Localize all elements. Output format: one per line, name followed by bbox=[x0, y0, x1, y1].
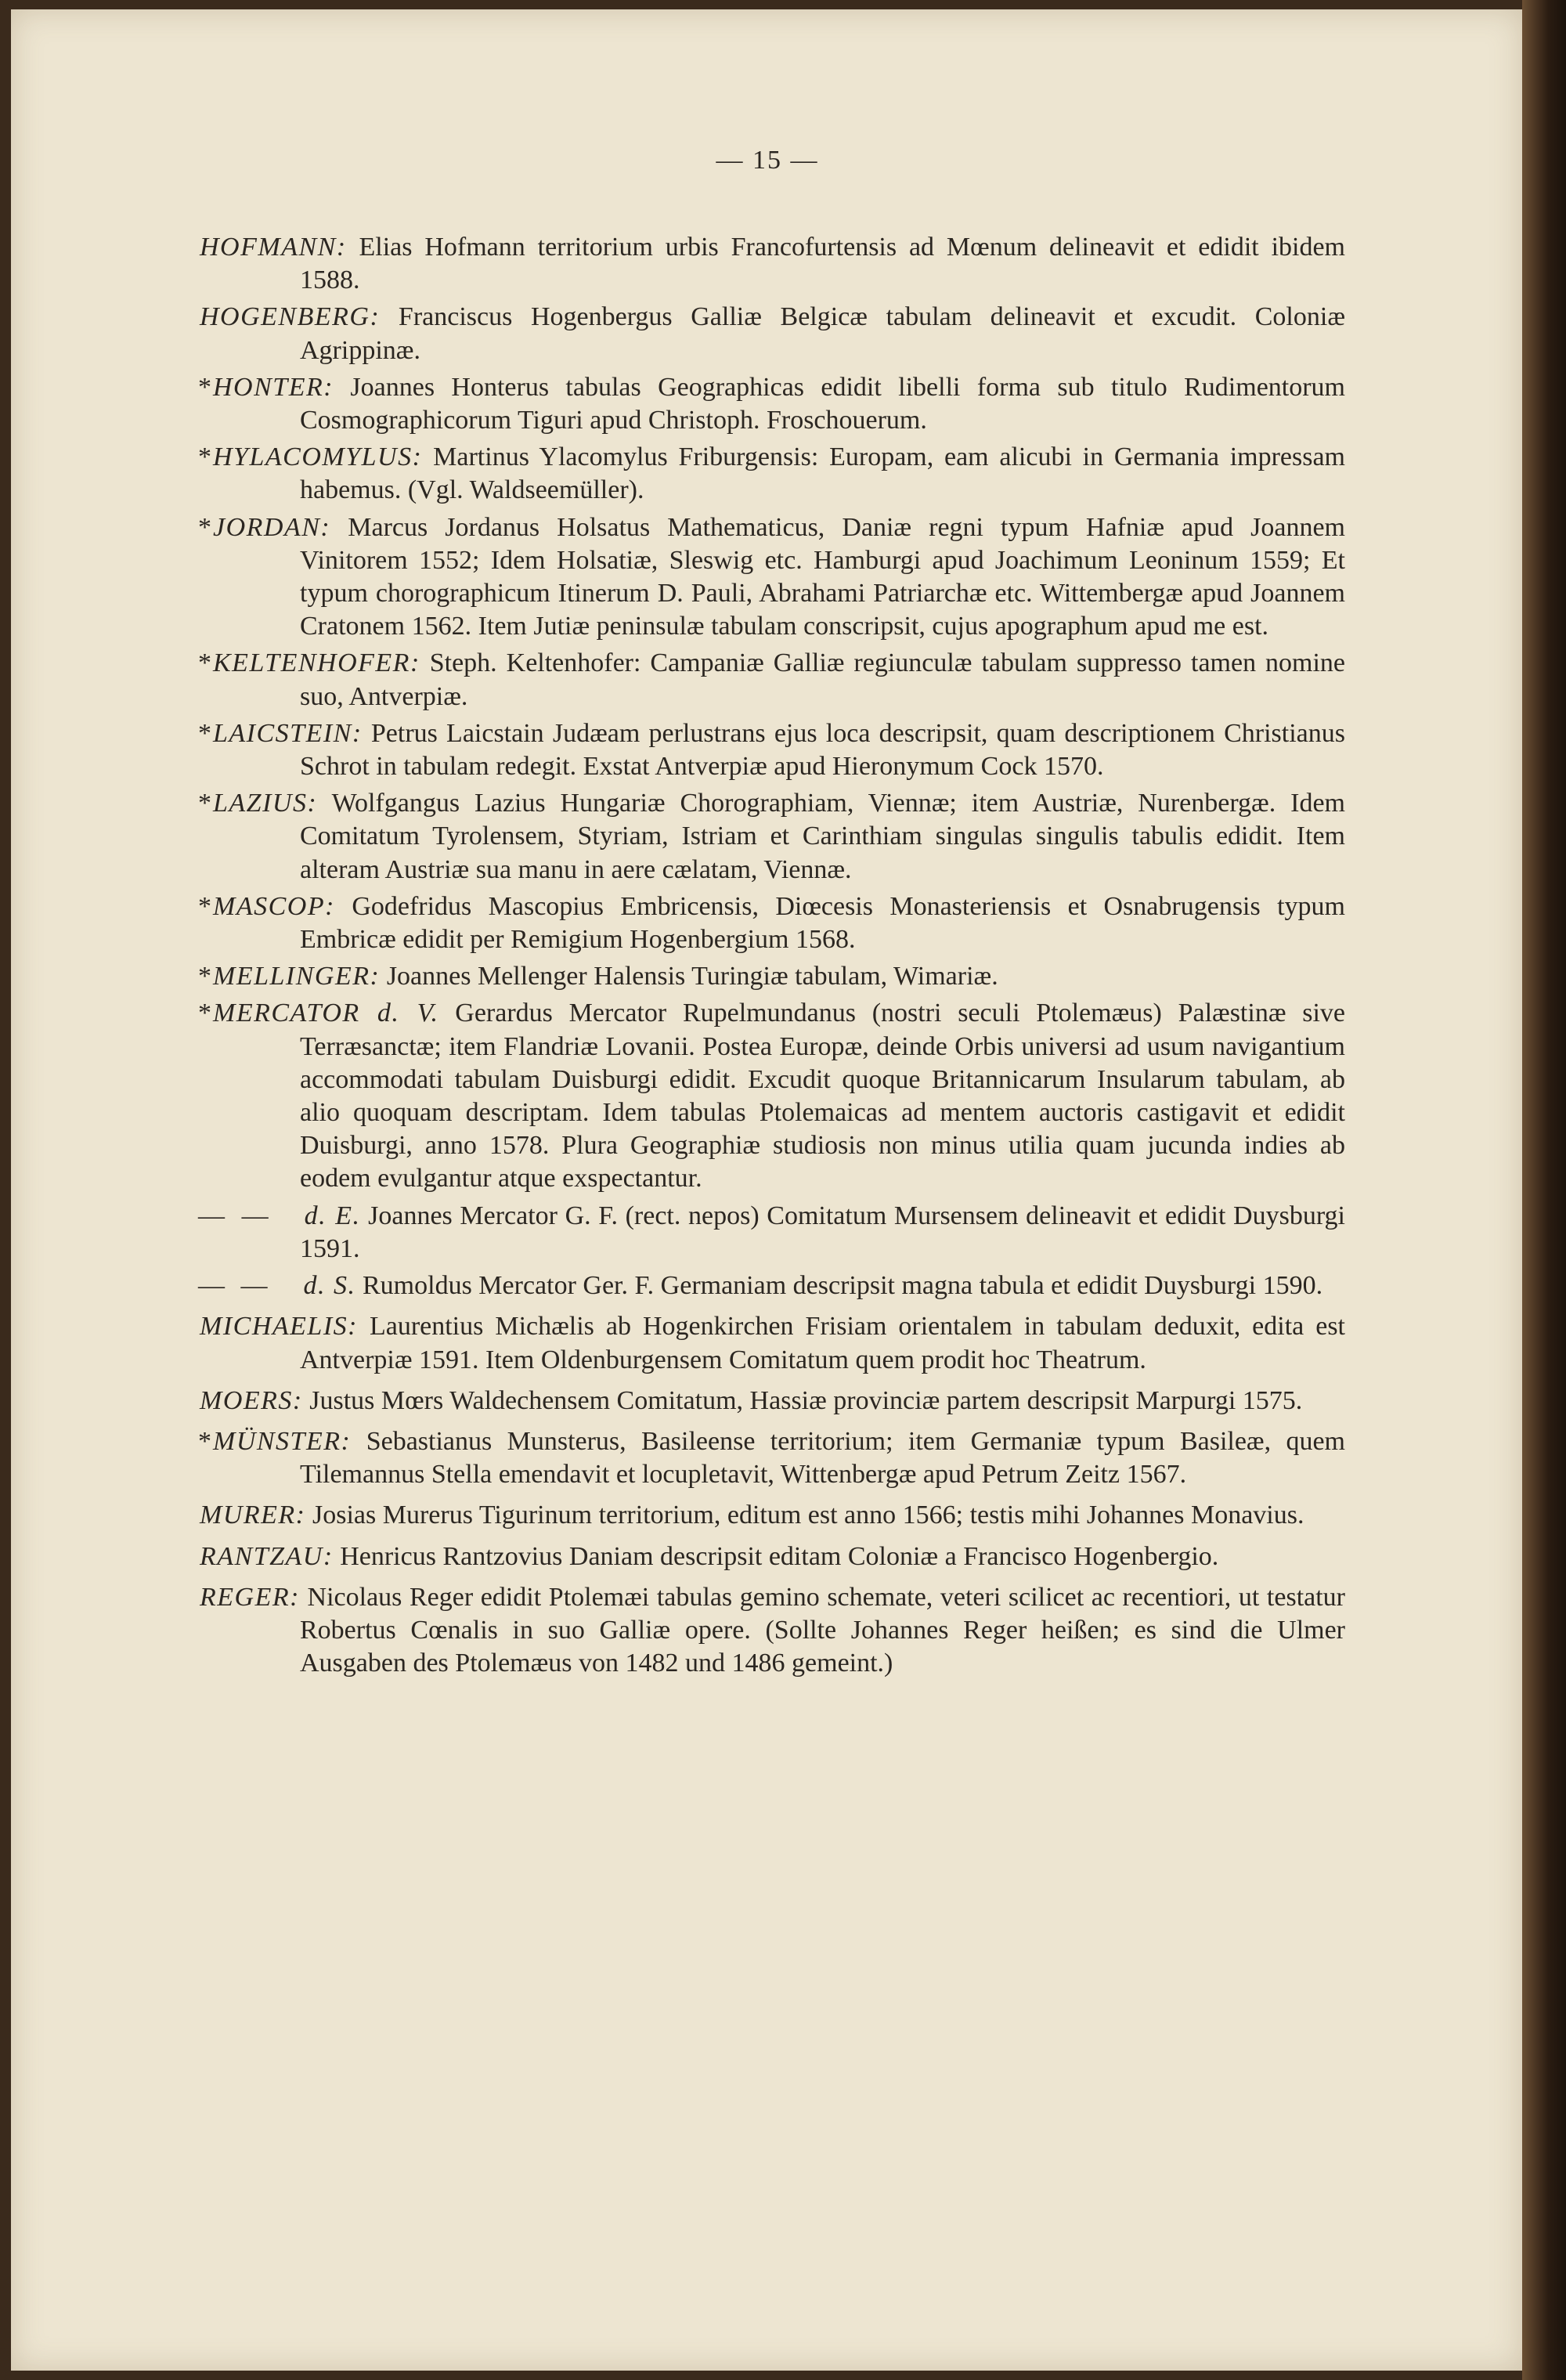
entry-name: REGER: bbox=[200, 1582, 300, 1612]
entry-name: d. S. bbox=[303, 1271, 356, 1301]
entry-hofmann bbox=[198, 231, 1345, 297]
entry-name: MURER: bbox=[200, 1501, 306, 1530]
entry-laicstein bbox=[198, 717, 1345, 783]
entry-mercator-e bbox=[198, 1200, 1345, 1266]
entry-text: Petrus Laicstain Judæam perlustrans ejus loca descripsit, quam descriptionem Christianus Schrot in tabulam redegit. Exstat Antverpiæ apud Hieronymum Cock 1570. bbox=[300, 718, 1346, 782]
entry-text: Sebastianus Munsterus, Basileense territorium; item Germaniæ typum Basileæ, quem Tilemannus Stella emendavit et locupletavit, Wittenbergæ apud Petrum Zeitz 1567. bbox=[300, 1426, 1346, 1490]
entry-text: Rumoldus Mercator Ger. F. Germaniam descripsit magna tabula et edidit Duysburgi 1590. bbox=[363, 1271, 1323, 1301]
entry-name: HONTER: bbox=[213, 372, 334, 402]
entry-name: LAZIUS: bbox=[213, 789, 318, 818]
entry-mascop bbox=[198, 890, 1345, 956]
entry-marker: * bbox=[198, 789, 211, 818]
entry-text: Elias Hofmann territorium urbis Francofurtensis ad Mœnum delineavit et edidit ibidem 1588. bbox=[300, 233, 1346, 295]
entry-text: Joannes Mercator G. F. (rect. nepos) Comitatum Mursensem delineavit et edidit Duysburgi 1591. bbox=[300, 1201, 1345, 1263]
entry-mellinger bbox=[198, 960, 1345, 993]
entry-marker: * bbox=[198, 442, 211, 472]
entry-name: MASCOP: bbox=[213, 891, 335, 921]
entry-moers bbox=[198, 1385, 1345, 1418]
ditto-dash: — — bbox=[198, 1271, 272, 1301]
entry-marker: * bbox=[198, 891, 211, 921]
entry-name: JORDAN: bbox=[213, 512, 331, 542]
entry-text: Godefridus Mascopius Embricensis, Diœcesis Monasteriensis et Osnabrugensis typum Embricæ edidit per Remigium Hogenbergium 1568. bbox=[300, 891, 1346, 955]
entry-text: Martinus Ylacomylus Friburgensis: Europam, eam alicubi in Germania impressam habemus. (Vgl. Waldseemüller). bbox=[300, 442, 1345, 505]
entry-jordan bbox=[198, 511, 1345, 644]
entry-name: RANTZAU: bbox=[200, 1541, 334, 1571]
entry-mercator-s bbox=[198, 1269, 1345, 1302]
entry-text: Henricus Rantzovius Daniam descripsit editam Coloniæ a Francisco Hogenbergio. bbox=[340, 1541, 1219, 1571]
book-binding-edge bbox=[1522, 0, 1566, 2380]
entry-marker: * bbox=[198, 648, 211, 678]
entry-marker: * bbox=[198, 962, 211, 991]
entry-text: Franciscus Hogenbergus Galliæ Belgicæ tabulam delineavit et excudit. Coloniæ Agrippinæ. bbox=[300, 302, 1345, 365]
page-number: — 15 — bbox=[716, 146, 819, 175]
entry-muenster bbox=[198, 1425, 1345, 1491]
entry-marker: * bbox=[198, 372, 211, 402]
entry-lazius bbox=[198, 787, 1345, 887]
entry-marker: * bbox=[198, 1426, 211, 1456]
entry-hogenberg bbox=[198, 301, 1345, 367]
entry-name: MELLINGER: bbox=[213, 962, 381, 991]
entry-text: Justus Mœrs Waldechensem Comitatum, Hassiæ provinciæ partem descripsit Marpurgi 1575. bbox=[309, 1385, 1303, 1415]
entry-marker: * bbox=[198, 512, 211, 542]
entry-text: Wolfgangus Lazius Hungariæ Chorographiam, Viennæ; item Austriæ, Nurenbergæ. Idem Comitatum Tyrolensem, Styriam, Istriam et Carinthiam singulas singulis tabulis edidit. Item alteram Austriæ sua manu in aere cælatam, Viennæ. bbox=[300, 789, 1345, 884]
entry-name: MICHAELIS: bbox=[200, 1312, 358, 1342]
entry-text: Josias Murerus Tigurinum territorium, editum est anno 1566; testis mihi Johannes Monavius. bbox=[312, 1501, 1304, 1530]
entry-text: Laurentius Michælis ab Hogenkirchen Frisiam orientalem in tabulam deduxit, edita est Antverpiæ 1591. Item Oldenburgensem Comitatum quem prodit hoc Theatrum. bbox=[300, 1312, 1346, 1374]
entry-honter bbox=[198, 371, 1345, 437]
entry-murer bbox=[198, 1499, 1345, 1532]
entry-name: HOFMANN: bbox=[200, 233, 347, 262]
entry-text: Gerardus Mercator Rupelmundanus (nostri seculi Ptolemæus) Palæstinæ sive Terræsanctæ; item Flandriæ Lovanii. Postea Europæ, deinde Orbis universi ad usum navigantium accommodati tabulam Duisburgi edidit. Excudit quoque Britannicarum Insularum tabulam, ab alio quoquam descriptam. Idem tabulas Ptolemaicas ad mentem auctoris castigavit et edidit Duisburgi, anno 1578. Plura Geographiæ studiosis non minus utilia quam jucunda indies ab eodem evulgantur atque exspectantur. bbox=[300, 999, 1346, 1194]
entry-marker: * bbox=[198, 718, 211, 748]
entry-text: Nicolaus Reger edidit Ptolemæi tabulas gemino schemate, veteri scilicet ac recentiori, ut testatur Robertus Cœnalis in suo Galliæ opere. (Sollte Johannes Reger heißen; es sind die Ulmer Ausgaben des Ptolemæus von 1482 und 1486 gemeint.) bbox=[300, 1582, 1345, 1678]
entry-name: MOERS: bbox=[200, 1385, 303, 1415]
entry-rantzau bbox=[198, 1540, 1345, 1573]
entry-name: MÜNSTER: bbox=[213, 1426, 352, 1456]
entry-michaelis bbox=[198, 1310, 1345, 1376]
entry-list bbox=[198, 231, 1345, 1684]
entry-name: HYLACOMYLUS: bbox=[213, 442, 423, 472]
entry-keltenhofer bbox=[198, 647, 1345, 713]
entry-hylacomylus bbox=[198, 441, 1345, 507]
entry-text: Marcus Jordanus Holsatus Mathematicus, Daniæ regni typum Hafniæ apud Joannem Vinitorem 1552; Idem Holsatiæ, Sleswig etc. Hamburgi apud Joachimum Leoninum 1559; Et typum chorographicum Itinerum D. Pauli, Abrahami Patriarchæ etc. Wittembergæ apud Joannem Cratonem 1562. Item Jutiæ peninsulæ tabulam conscripsit, cujus apographum apud me est. bbox=[300, 512, 1346, 641]
entry-reger bbox=[198, 1581, 1345, 1681]
ditto-dash: — — bbox=[198, 1201, 273, 1230]
entry-name: d. E. bbox=[304, 1201, 361, 1230]
entry-name: KELTENHOFER: bbox=[213, 648, 420, 678]
entry-text: Steph. Keltenhofer: Campaniæ Galliæ regiunculæ tabulam suppresso tamen nomine suo, Antverpiæ. bbox=[300, 648, 1346, 711]
entry-marker: * bbox=[198, 999, 211, 1028]
entry-text: Joannes Mellenger Halensis Turingiæ tabulam, Wimariæ. bbox=[386, 962, 998, 991]
entry-text: Joannes Honterus tabulas Geographicas edidit libelli forma sub titulo Rudimentorum Cosmographicorum Tiguri apud Christoph. Froschouerum. bbox=[300, 372, 1345, 435]
entry-name: LAICSTEIN: bbox=[213, 718, 363, 748]
entry-name: HOGENBERG: bbox=[200, 302, 381, 332]
entry-mercator-v bbox=[198, 997, 1345, 1195]
entry-name: MERCATOR d. V. bbox=[213, 999, 439, 1028]
